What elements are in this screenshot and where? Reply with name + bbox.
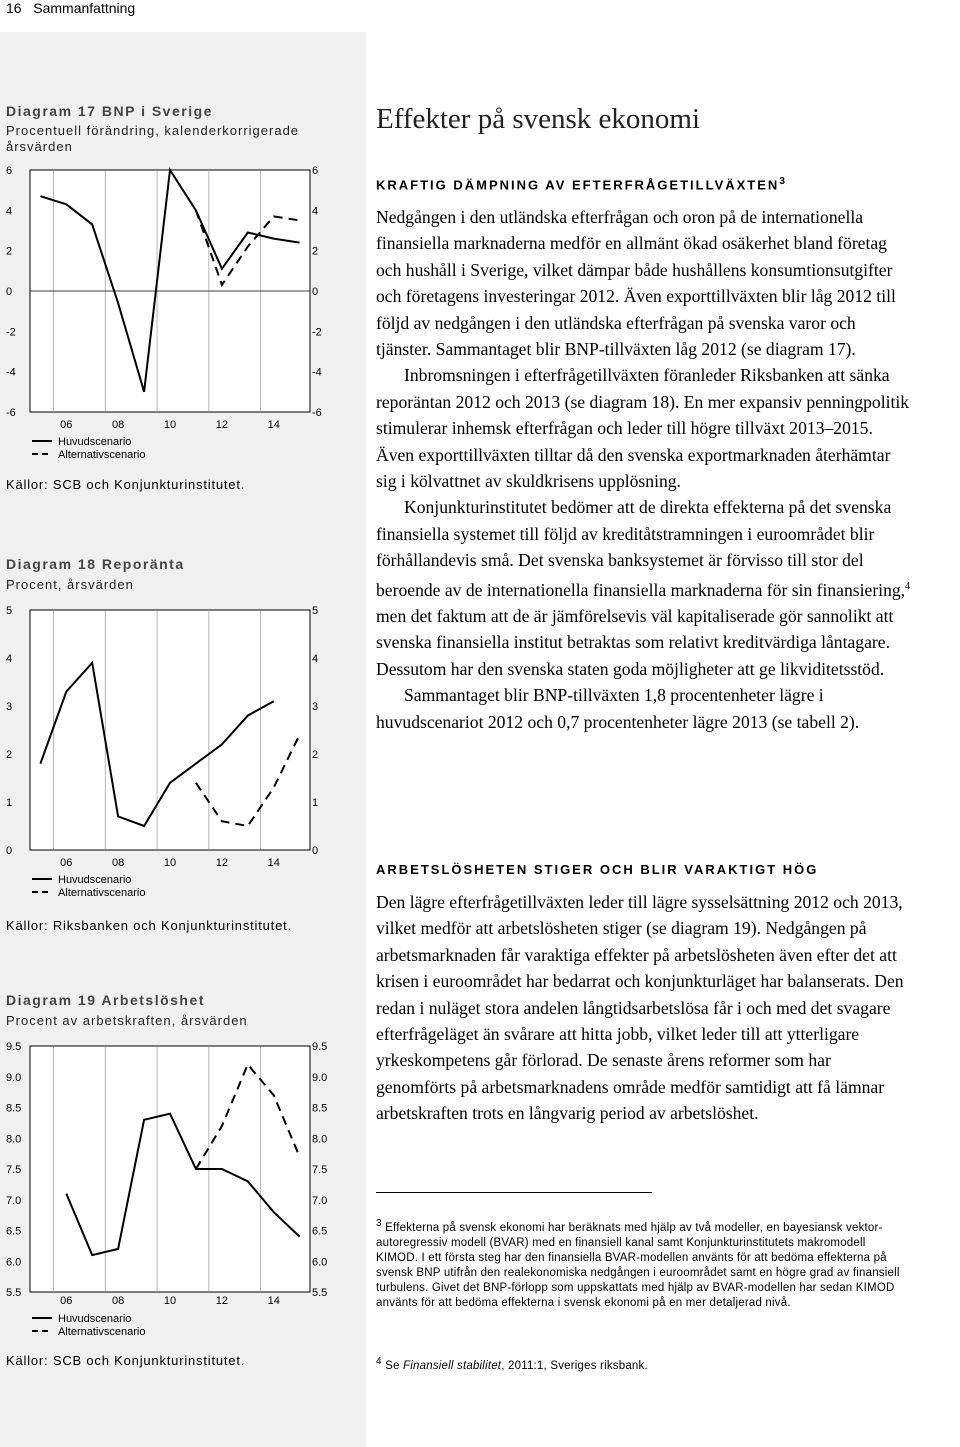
diagram17-ytick-left: -4	[6, 366, 16, 379]
diagram18-ytick-left: 0	[6, 845, 13, 857]
diagram17-subtitle: Procentuell förändring, kalenderkorrigerade årsvärden	[6, 123, 300, 154]
diagram17-xtick: 10	[163, 419, 177, 431]
footnote-3-text: Effekterna på svensk ekonomi har beräknats med hjälp av två modeller, en bayesiansk vektor-autoregressiv modell (BVAR) med en finansiell kanal samt Konjunkturinstitutets makromodell KIMOD. I ett första steg har den finansiella BVAR-modellen använts för att bedöma effekterna på svensk BNP utifrån den realekonomiska nedgången i euroområdet samt en högre grad av finansiell turbulens. Givet det BNP-förlopp som uppskattats med hjälp av BVAR-modellen har sedan KIMOD använts för att bedöma effekterna i svensk ekonomi på en mer detaljerad nivå.	[376, 1221, 900, 1309]
diagram18-ytick-left: 2	[6, 749, 13, 761]
section1-heading	[376, 176, 787, 192]
diagram18-xtick: 06	[60, 857, 73, 869]
diagram18-ytick-left: 4	[6, 653, 13, 665]
footnote-4-italic: Finansiell stabilitet	[403, 1359, 502, 1372]
diagram19-chart	[0, 1034, 366, 1344]
diagram18-ytick-right: 4	[312, 653, 319, 665]
diagram18-ytick-right: 1	[312, 797, 319, 809]
page-number: 16	[6, 0, 22, 16]
diagram19-ytick-left: 7.5	[6, 1164, 22, 1176]
diagram17-ytick-left: -2	[6, 326, 16, 339]
footnote-rule	[376, 1192, 652, 1193]
diagram18-ytick-left: 5	[6, 605, 13, 617]
diagram18-xtick: 10	[163, 857, 177, 869]
diagram19-legend-label: Huvudscenario	[58, 1313, 132, 1325]
section1-paragraph-3b: men det faktum att de är jämförelsevis väl kapitaliserade gör sannolikt att svenska finansiella institut betraktas som relativt kreditvärdiga låntagare. Dessutom har den svenska staten goda möjligheter att ge likviditetsstöd.	[376, 605, 894, 679]
page-header-text	[6, 0, 135, 16]
diagram17-ytick-right: -6	[312, 407, 322, 419]
diagram19-ytick-left: 5.5	[6, 1287, 22, 1299]
main-title: Effekter på svensk ekonomi	[376, 103, 701, 135]
diagram19-ytick-right: 6.0	[312, 1256, 328, 1269]
section1-paragraph-2: Inbromsningen i efterfrågetillväxten föranleder Riksbanken att sänka reporäntan 2012 och 2013 (se diagram 18). En mer expansiv penningpolitik stimulerar inhemsk efterfrågan och leder till högre tillväxt 2013–2015. Även exporttillväxten tilltar då den svenska exportmarknaden återhämtar sig i kölvattnet av skuldkrisens upplösning.	[376, 365, 910, 492]
diagram19-ytick-right: 9.5	[312, 1041, 328, 1053]
footnote-4	[376, 1354, 906, 1374]
diagram19-ytick-right: 8.0	[312, 1133, 328, 1146]
diagram19-title: Diagram 19 Arbetslöshet	[6, 992, 205, 1008]
diagram19-ytick-left: 9.0	[6, 1071, 22, 1084]
diagram19-ytick-left: 9.5	[6, 1041, 22, 1053]
footnote-4-pre: Se	[385, 1359, 404, 1372]
diagram18-ytick-left: 3	[6, 701, 13, 713]
diagram17-source: Källor: SCB och Konjunkturinstitutet.	[6, 477, 246, 492]
diagram19-ytick-left: 8.0	[6, 1133, 22, 1146]
diagram17-ytick-right: 4	[312, 205, 319, 218]
section1-paragraph-3a: Konjunkturinstitutet bedömer att de direkta effekterna på det svenska finansiella systemet till följd av kreditåtstramningen i euroområdet blir förhållandevis små. Det svenska banksystemet är förvisso till stor del beroende av de internationella finansiella marknaderna för sin finansiering,	[376, 497, 906, 600]
diagram18-chart	[0, 598, 366, 898]
diagram17-chart	[0, 150, 366, 480]
diagram18-ytick-right: 3	[312, 701, 319, 713]
diagram19-ytick-right: 7.5	[312, 1164, 328, 1176]
section2-body	[376, 889, 911, 1127]
section-name: Sammanfattning	[33, 0, 136, 16]
diagram19-ytick-right: 5.5	[312, 1287, 328, 1299]
diagram17-xtick: 08	[112, 419, 125, 431]
diagram17-ytick-left: 6	[6, 165, 13, 177]
diagram17-ytick-right: 6	[312, 165, 319, 177]
diagram19-ytick-right: 6.5	[312, 1225, 328, 1238]
footnote-ref-4: 4	[905, 580, 911, 592]
diagram18-legend-label: Huvudscenario	[58, 874, 132, 886]
section1-paragraph-4: Sammantaget blir BNP-tillväxten 1,8 procentenheter lägre i huvudscenariot 2012 och 0,7 procentenheter lägre 2013 (se tabell 2).	[376, 685, 860, 732]
diagram18-source: Källor: Riksbanken och Konjunkturinstitutet.	[6, 918, 292, 933]
footnote-4-number: 4	[376, 1356, 382, 1367]
page-header	[0, 0, 960, 20]
diagram19-xtick: 06	[60, 1295, 73, 1307]
diagram19-ytick-left: 7.0	[6, 1194, 22, 1207]
section1-paragraph-3	[376, 494, 911, 682]
diagram18-legend-label: Alternativscenario	[58, 887, 146, 899]
diagram19-xtick: 10	[163, 1295, 177, 1307]
diagram19-ytick-left: 6.5	[6, 1225, 22, 1238]
diagram18-xtick: 08	[112, 857, 125, 869]
diagram19-legend-label: Alternativscenario	[58, 1326, 146, 1338]
diagram19-ytick-right: 8.5	[312, 1102, 328, 1115]
diagram17-ytick-left: 4	[6, 205, 13, 218]
diagram17-ytick-left: 0	[6, 286, 13, 298]
footnote-4-post: , 2011:1, Sveriges riksbank.	[501, 1359, 648, 1372]
diagram19-ytick-right: 9.0	[312, 1071, 328, 1084]
diagram19-plot-area	[30, 1046, 310, 1292]
diagram17-ytick-right: -2	[312, 326, 322, 339]
diagram19-source: Källor: SCB och Konjunkturinstitutet.	[6, 1353, 246, 1368]
diagram18-plot-area	[30, 610, 310, 850]
diagram18-xtick: 12	[215, 857, 228, 869]
footnote-3	[376, 1216, 906, 1311]
diagram19-ytick-right: 7.0	[312, 1194, 328, 1207]
footnote-ref-3: 3	[779, 176, 787, 187]
footnote-3-number: 3	[376, 1218, 382, 1229]
diagram17-legend-label: Huvudscenario	[58, 436, 132, 448]
diagram17-title: Diagram 17 BNP i Sverige	[6, 103, 213, 119]
diagram18-ytick-right: 5	[312, 605, 319, 617]
diagram18-ytick-right: 0	[312, 845, 319, 857]
diagram17-ytick-left: -6	[6, 407, 16, 419]
diagram19-xtick: 12	[215, 1295, 228, 1307]
diagram17-ytick-right: -4	[312, 366, 322, 379]
diagram17-xtick: 12	[215, 419, 228, 431]
diagram17-xtick: 14	[267, 419, 280, 431]
diagram18-ytick-right: 2	[312, 749, 319, 761]
diagram17-legend-label: Alternativscenario	[58, 449, 146, 461]
section1-heading-text: KRAFTIG DÄMPNING AV EFTERFRÅGETILLVÄXTEN	[376, 177, 780, 193]
diagram17-ytick-right: 0	[312, 286, 319, 298]
diagram19-xtick: 14	[267, 1295, 280, 1307]
diagram17-ytick-right: 2	[312, 245, 319, 258]
diagram19-ytick-left: 6.0	[6, 1256, 22, 1269]
diagram18-xtick: 14	[267, 857, 280, 869]
diagram19-ytick-left: 8.5	[6, 1102, 22, 1115]
section1-body	[376, 204, 911, 735]
section2-heading: ARBETSLÖSHETEN STIGER OCH BLIR VARAKTIGT HÖG	[376, 862, 819, 877]
diagram18-title: Diagram 18 Reporänta	[6, 556, 185, 572]
diagram17-ytick-left: 2	[6, 245, 13, 258]
diagram17-xtick: 06	[60, 419, 73, 431]
section1-paragraph-1: Nedgången i den utländska efterfrågan och oron på de internationella finansiella marknaderna medför en allmänt ökad osäkerhet bland företag och hushåll i Sverige, vilket dämpar både hushållens konsumtionsutgifter och företagens investeringar 2012. Även exporttillväxten blir låg 2012 till följd av nedgången i den utländska efterfrågan på svenska varor och tjänster. Sammantaget blir BNP-tillväxten låg 2012 (se diagram 17).	[376, 207, 896, 360]
diagram18-subtitle: Procent, årsvärden	[6, 577, 134, 592]
diagram19-xtick: 08	[112, 1295, 125, 1307]
diagram19-subtitle: Procent av arbetskraften, årsvärden	[6, 1013, 248, 1028]
diagram18-ytick-left: 1	[6, 797, 13, 809]
section2-paragraph-1: Den lägre efterfrågetillväxten leder till lägre sysselsättning 2012 och 2013, vilket medför att arbetslösheten stiger (se diagram 19). Nedgången på arbetsmarknaden får varaktiga effekter på arbetslösheten även efter det att krisen i euroområdet har bedarrat och konjunkturläget har balanserats. Den redan i nuläget stora andelen långtidsarbetslösa får i och med det svagare efterfrågeläget än svårare att hitta jobb, vilket leder till att ytterligare yrkeskompetens går förlorad. De senaste årens reformer som har genomförts på arbetsmarknadens område medför samtidigt att få lämnar arbetskraften trots en långvarig period av arbetslöshet.	[376, 892, 904, 1124]
